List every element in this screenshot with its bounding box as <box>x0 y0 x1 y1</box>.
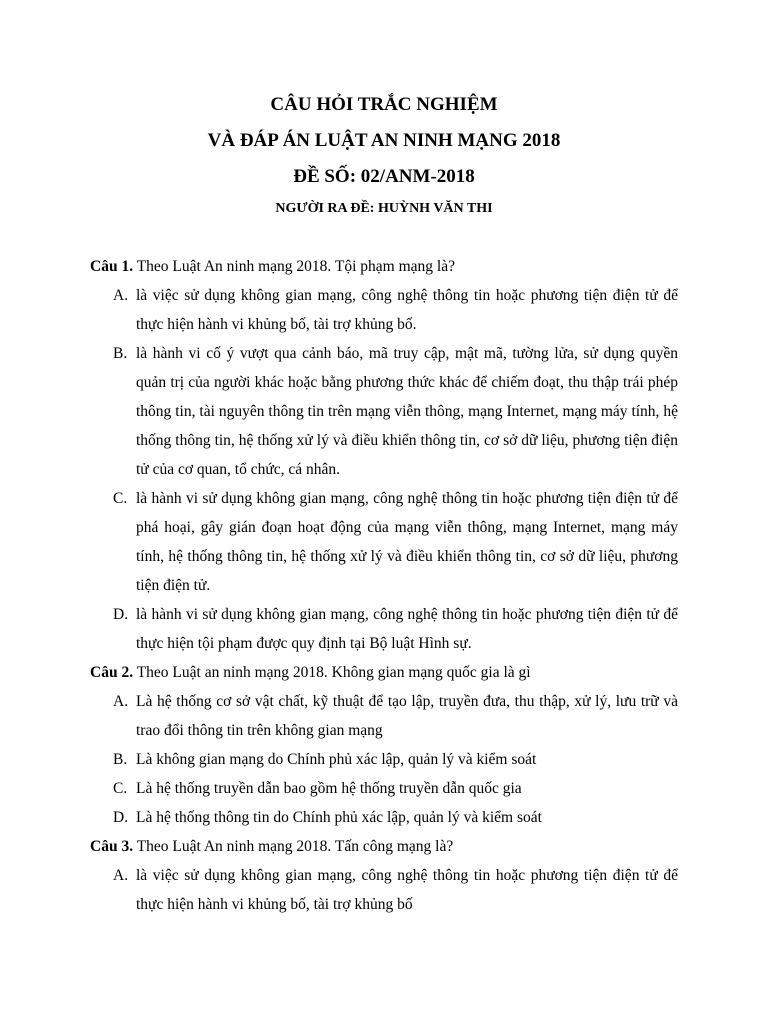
answer-option-d <box>90 600 678 658</box>
question-header <box>90 832 678 861</box>
option-letter: C. <box>113 780 128 797</box>
answer-option-a <box>90 861 678 919</box>
document-subtitle: VÀ ĐÁP ÁN LUẬT AN NINH MẠNG 2018 <box>207 130 561 151</box>
option-letter: A. <box>113 867 129 884</box>
option-text: Là hệ thống thông tin do Chính phủ xác lập, quản lý và kiểm soát <box>136 809 542 826</box>
option-letter: C. <box>113 490 128 507</box>
answer-option-a <box>90 687 678 745</box>
option-text: Là không gian mạng do Chính phủ xác lập, quản lý và kiểm soát <box>136 751 537 768</box>
question-number: Câu 2. <box>90 664 134 681</box>
option-letter: A. <box>113 287 129 304</box>
option-text: là việc sử dụng không gian mạng, công nghệ thông tin hoặc phương tiện điện tử để thực hiện hành vi khủng bố, tài trợ khủng bố. <box>136 287 678 333</box>
option-letter: D. <box>113 606 129 623</box>
answer-option-c <box>90 774 678 803</box>
answer-option-a <box>90 281 678 339</box>
answer-option-d <box>90 803 678 832</box>
answer-option-c <box>90 484 678 600</box>
option-text: Là hệ thống cơ sở vật chất, kỹ thuật để tạo lập, truyền đưa, thu thập, xử lý, lưu trữ và trao đổi thông tin trên không gian mạng <box>136 693 678 739</box>
question-header <box>90 658 678 687</box>
option-text: là việc sử dụng không gian mạng, công nghệ thông tin hoặc phương tiện điện tử để thực hiện hành vi khủng bố, tài trợ khủng bố <box>136 867 678 913</box>
question-list <box>90 252 678 919</box>
option-letter: D. <box>113 809 129 826</box>
option-letter: A. <box>113 693 129 710</box>
question-number: Câu 1. <box>90 258 134 275</box>
question-text: Theo Luật An ninh mạng 2018. Tội phạm mạng là? <box>136 258 455 275</box>
question-3 <box>90 832 678 919</box>
question-number: Câu 3. <box>90 838 134 855</box>
option-text: là hành vi sử dụng không gian mạng, công nghệ thông tin hoặc phương tiện điện tử để phá hoại, gây gián đoạn hoạt động của mạng viễn thông, mạng Internet, mạng máy tính, hệ thống thông tin, hệ thống xử lý và điều khiển thông tin, cơ sở dữ liệu, phương tiện điện tử. <box>136 490 678 594</box>
question-text: Theo Luật an ninh mạng 2018. Không gian mạng quốc gia là gì <box>136 664 531 681</box>
question-1 <box>90 252 678 658</box>
answer-option-b <box>90 339 678 484</box>
option-text: là hành vi sử dụng không gian mạng, công nghệ thông tin hoặc phương tiện điện tử để thực hiện tội phạm được quy định tại Bộ luật Hình sự. <box>136 606 678 652</box>
answer-option-b <box>90 745 678 774</box>
question-text: Theo Luật An ninh mạng 2018. Tấn công mạng là? <box>136 838 454 855</box>
question-2 <box>90 658 678 832</box>
author-line: NGƯỜI RA ĐỀ: HUỲNH VĂN THI <box>275 201 493 216</box>
exam-code: ĐỀ SỐ: 02/ANM-2018 <box>293 166 475 187</box>
option-letter: B. <box>113 345 128 362</box>
option-letter: B. <box>113 751 128 768</box>
document-title: CÂU HỎI TRẮC NGHIỆM <box>270 94 498 115</box>
option-text: là hành vi cố ý vượt qua cảnh báo, mã truy cập, mật mã, tường lửa, sử dụng quyền quản trị của người khác hoặc bằng phương thức khác để chiếm đoạt, thu thập trái phép thông tin, tài nguyên thông tin trên mạng viễn thông, mạng Internet, mạng máy tính, hệ thống thông tin, hệ thống xử lý và điều khiển thông tin, cơ sở dữ liệu, phương tiện điện tử của cơ quan, tổ chức, cá nhân. <box>136 345 678 478</box>
option-text: Là hệ thống truyền dẫn bao gồm hệ thống truyền dẫn quốc gia <box>136 780 522 797</box>
question-header <box>90 252 678 281</box>
